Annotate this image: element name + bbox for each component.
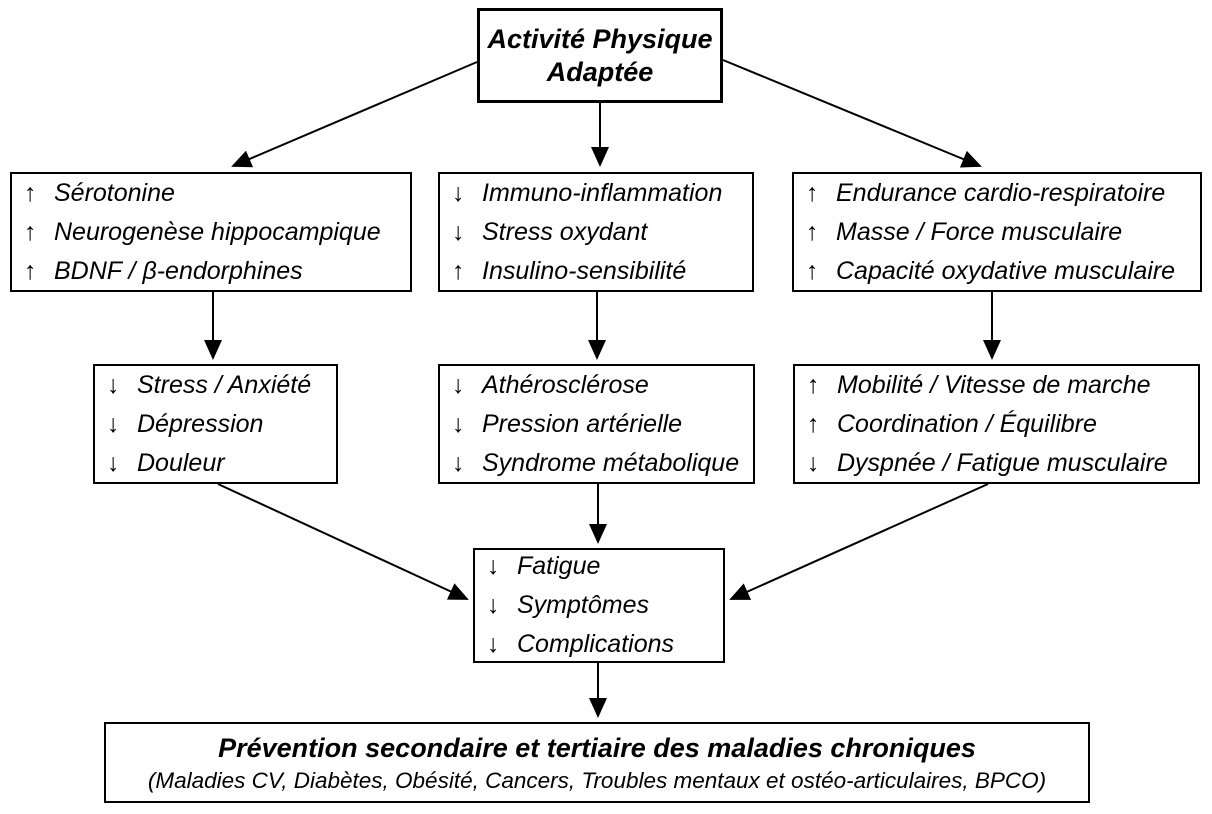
item-text: Coordination / Équilibre: [837, 409, 1097, 438]
list-item: [452, 252, 752, 291]
down-arrow-icon: ↓: [107, 448, 120, 477]
down-arrow-icon: ↓: [107, 370, 120, 399]
item-text: Symptômes: [517, 591, 649, 619]
item-text: Fatigue: [517, 552, 601, 580]
up-arrow-icon: ↑: [807, 409, 820, 438]
node-cardiorespiratory-mechanisms: [792, 172, 1202, 292]
node-functional-outcomes: [793, 364, 1200, 484]
list-item: [807, 405, 1198, 444]
item-text: Immuno-inflammation: [482, 178, 723, 207]
list-item: [24, 252, 410, 291]
node-prevention-outcome: [104, 722, 1090, 803]
list-item: [487, 625, 723, 664]
up-arrow-icon: ↑: [24, 256, 37, 285]
node-symptom-reduction: [473, 548, 725, 663]
down-arrow-icon: ↓: [452, 178, 465, 207]
item-text: Dépression: [137, 409, 264, 438]
list-item: [487, 586, 723, 625]
down-arrow-icon: ↓: [487, 591, 500, 619]
down-arrow-icon: ↓: [107, 409, 120, 438]
up-arrow-icon: ↑: [24, 217, 37, 246]
down-arrow-icon: ↓: [807, 448, 820, 477]
item-text: Capacité oxydative musculaire: [836, 256, 1176, 285]
list-item: [24, 174, 410, 213]
up-arrow-icon: ↑: [24, 178, 37, 207]
root-title-line1: Activité Physique: [487, 23, 713, 54]
up-arrow-icon: ↑: [806, 217, 819, 246]
item-text: BDNF / β-endorphines: [54, 256, 303, 285]
item-text: Insulino-sensibilité: [482, 256, 687, 285]
item-text: Masse / Force musculaire: [836, 217, 1123, 246]
down-arrow-icon: ↓: [452, 448, 465, 477]
prevention-title: Prévention secondaire et tertiaire des maladies chroniques: [218, 732, 976, 763]
item-text: Dyspnée / Fatigue musculaire: [837, 448, 1168, 477]
list-item: [807, 366, 1198, 405]
item-text: Stress oxydant: [482, 217, 648, 246]
up-arrow-icon: ↑: [807, 370, 820, 399]
item-text: Mobilité / Vitesse de marche: [837, 370, 1151, 399]
list-item: [24, 213, 410, 252]
node-psychological-outcomes: [93, 364, 338, 484]
item-text: Endurance cardio-respiratoire: [836, 178, 1166, 207]
list-item: [452, 213, 752, 252]
list-item: [452, 366, 753, 405]
item-text: Pression artérielle: [482, 409, 683, 438]
down-arrow-icon: ↓: [487, 630, 500, 658]
node-neuro-mechanisms: [10, 172, 412, 292]
up-arrow-icon: ↑: [806, 256, 819, 285]
down-arrow-icon: ↓: [452, 217, 465, 246]
down-arrow-icon: ↓: [452, 409, 465, 438]
node-immuno-metabolic-mechanisms: [438, 172, 754, 292]
prevention-subtitle: (Maladies CV, Diabètes, Obésité, Cancers, Troubles mentaux et ostéo-articulaires, BPCO): [147, 767, 1047, 793]
arrow-root-to-neuro: [233, 62, 477, 166]
list-item: [806, 213, 1200, 252]
root-title-line2: Adaptée: [546, 56, 654, 87]
up-arrow-icon: ↑: [452, 256, 465, 285]
down-arrow-icon: ↓: [452, 370, 465, 399]
node-activite-physique-adaptee: [477, 8, 723, 103]
list-item: [452, 174, 752, 213]
node-cardiometabolic-outcomes: [438, 364, 755, 484]
list-item: [452, 405, 753, 444]
item-text: Douleur: [137, 448, 225, 477]
list-item: [806, 252, 1200, 291]
list-item: [806, 174, 1200, 213]
arrow-fonction-to-symptomes: [731, 484, 988, 599]
arrow-root-to-cardio: [723, 60, 980, 166]
item-text: Sérotonine: [54, 178, 175, 207]
arrow-psy-to-symptomes: [218, 484, 467, 599]
list-item: [107, 405, 336, 444]
item-text: Athérosclérose: [482, 370, 649, 399]
list-item: [487, 547, 723, 586]
item-text: Complications: [517, 630, 675, 658]
list-item: [107, 366, 336, 405]
list-item: [107, 444, 336, 483]
up-arrow-icon: ↑: [806, 178, 819, 207]
list-item: [807, 444, 1198, 483]
list-item: [452, 444, 753, 483]
item-text: Neurogenèse hippocampique: [54, 217, 381, 246]
item-text: Stress / Anxiété: [137, 370, 312, 399]
item-text: Syndrome métabolique: [482, 448, 740, 477]
down-arrow-icon: ↓: [487, 552, 500, 580]
